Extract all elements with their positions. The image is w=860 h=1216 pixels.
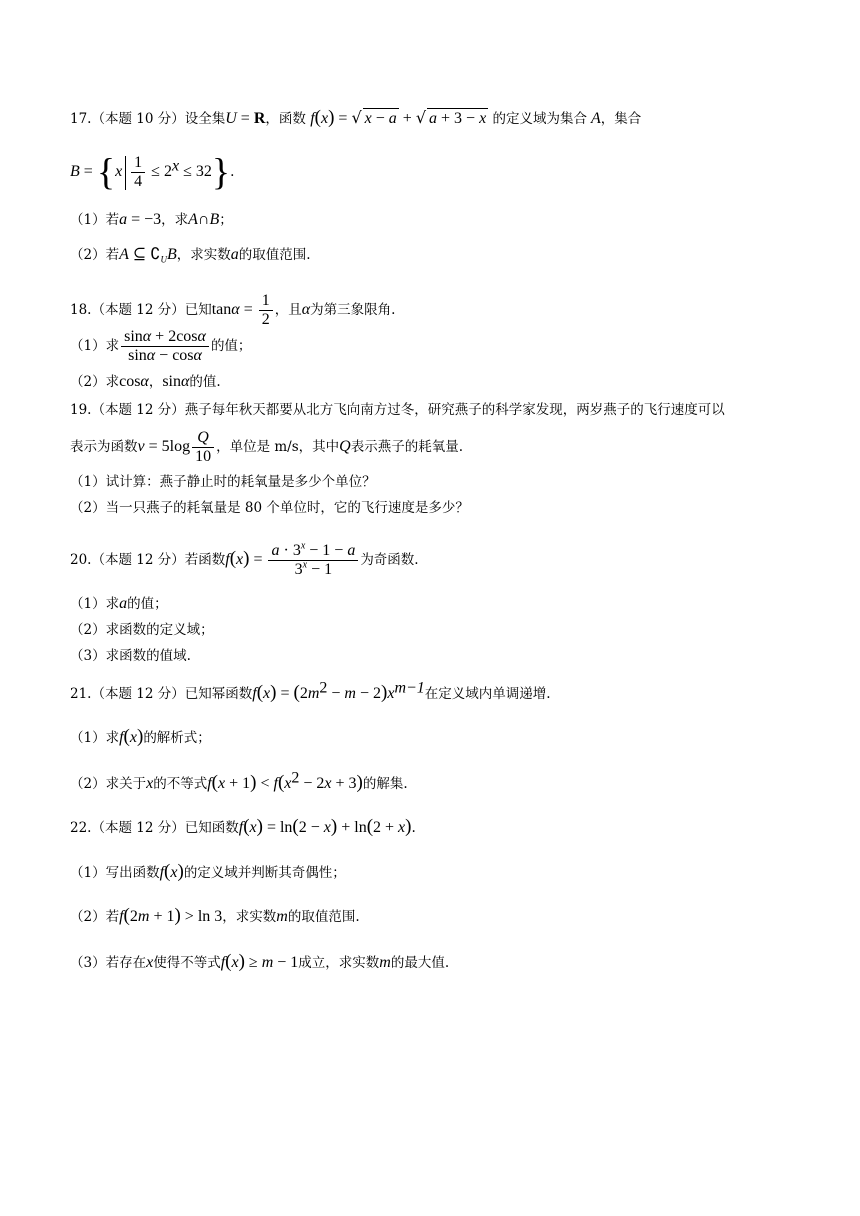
problem-22-part-1: （1）写出函数f(x)的定义域并判断其奇偶性； [70,861,346,882]
problem-21-part-1: （1）求f(x)的解析式； [70,726,211,747]
problem-18-line-1: 18.（本题 12 分）已知tanα = $\frac{1}{2}$ ，且α为第三象限角. [70,292,396,328]
problem-19-line-1: 19.（本题 12 分）燕子每年秋天都要从北方飞向南方过冬，研究燕子的科学家发现，两岁燕子的飞行速度可以 [70,402,725,418]
problem-21-part-2: （2）求关于x的不等式$f(x + 1) < f(x^2 - 2x + 3)$的解集. [70,769,408,793]
problem-20-part-1: （1）求a的值； [70,595,168,612]
problem-22-part-3: （3）若存在x使得不等式f(x) ≥ m − 1成立，求实数m的最大值. [70,951,450,972]
problem-20-part-2: （2）求函数的定义域； [70,622,214,638]
problem-17-part-1: （1）若a = −3，求A∩B； [70,211,233,228]
problem-19-part-1: （1）试计算：燕子静止时的耗氧量是多少个单位？ [70,474,376,490]
problem-17-set-b: B = {x $\frac{1}{4}$ ≤ $2^x \le 32$}. [70,151,235,194]
problem-18-part-2: （2）求cosα，sinα的值. [70,373,221,390]
problem-21-line-1: 21.（本题 12 分）已知幂函数$f(x) = (2m^2 - m - 2)x^{m-1}$在定义域内单调递增. [70,679,551,703]
problem-19-part-2: （2）当一只燕子的耗氧量是 80 个单位时，它的飞行速度是多少？ [70,500,469,516]
problem-17-part-2: （2）若A ⊆ $∁_UB$，求实数a的取值范围. [70,246,311,265]
problem-20-line-1: 20.（本题 12 分）若函数f(x) = $\frac{a \cdot 3^x - 1 - a}{3^x - 1}$ 为奇函数. [70,540,419,578]
problem-22-part-2: （2）若f(2m + 1) > ln 3，求实数m的取值范围. [70,905,360,926]
problem-20-part-3: （3）求函数的值域. [70,648,191,664]
problem-19-line-2: 表示为函数v = 5log $\frac{Q}{10}$ ，单位是 m/s，其中Q表示燕子的耗氧量. [70,429,464,465]
problem-17-line-1: 17.（本题 10 分）设全集U = R，函数 f(x) = √ x − a + √ a + 3 − x 的定义域为集合 A，集合 [70,107,642,128]
problem-18-part-1: （1）求 $\frac{\sin\alpha + 2\cos\alpha}{\sin\alpha - \cos\alpha}$ 的值； [70,328,252,364]
problem-22-line-1: 22.（本题 12 分）已知函数f(x) = ln(2 − x) + ln(2 + x). [70,816,416,837]
